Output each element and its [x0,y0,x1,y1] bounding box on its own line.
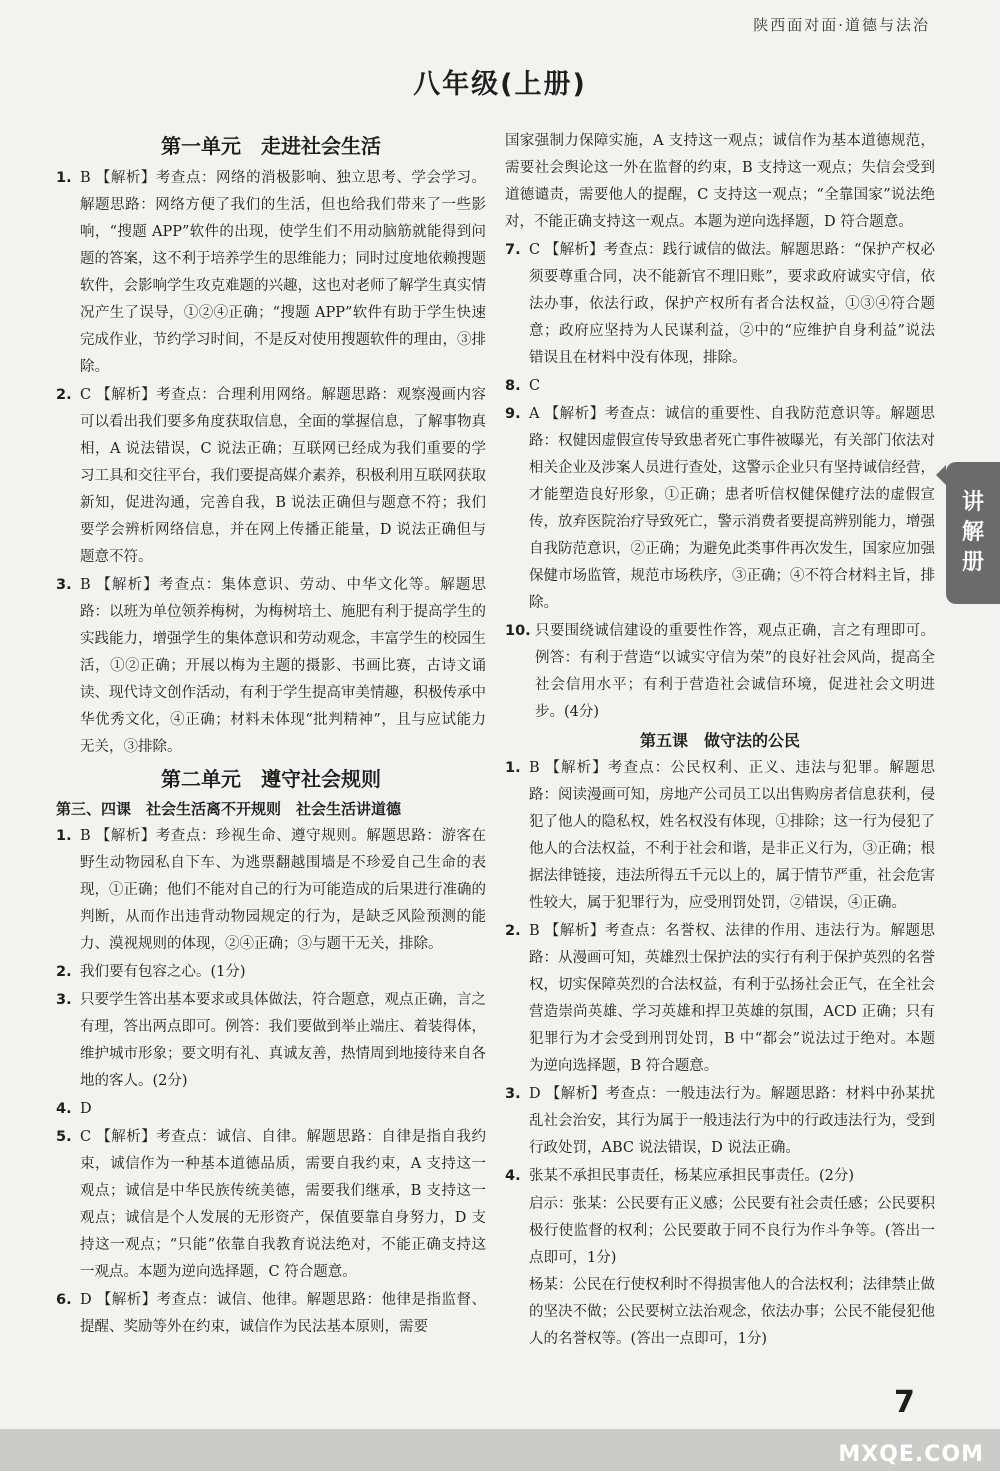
side-tab-notch [936,465,946,485]
answer-item: 9. A 【解析】考查点：诚信的重要性、自我防范意识等。解题思路：权健因虚假宣传导致患者死亡事件被曝光，有关部门依法对相关企业及涉案人员进行查处，这警示企业只有坚持诚信经营，才能塑造良好形象，①正确；患者听信权健保健疗法的虚假宣传，放弃医院治疗导致死亡，警示消费者要提高辨别能力，增强自我防范意识，②正确；为避免此类事件再次发生，国家应加强保健市场监管，规范市场秩序，③正确；④不符合材料主旨，排除。 [505,406,935,611]
answer-item: 4. D [56,1101,92,1117]
answer-item: 1. B 【解析】考查点：网络的消极影响、独立思考、学会学习。解题思路：网络方便了我们的生活，但也给我们带来了一些影响，“搜题 APP”软件的出现，使学生们不用动脑筋就能得到问题的答案，这不利于培养学生的思维能力；同时过度地依赖搜题软件，会影响学生攻克难题的兴趣，这也对老师了解学生真实情况产生了误导，①②④正确；“搜题 APP”软件有助于学生快速完成作业，节约学习时间，不是反对使用搜题软件的理由，③排除。 [56,170,486,375]
answer-subtext: 启示：张某：公民要有正义感；公民要有社会责任感；公民要积极行使监督的权利；公民要敢于同不良行为作斗争等。(答出一点即可，1分) [529,1196,935,1266]
answer-item: 2. B 【解析】考查点：名誉权、法律的作用、违法行为。解题思路：从漫画可知，英雄烈士保护法的实行有利于保护英烈的名誉权，切实保障英烈的合法权益，有利于弘扬社会正气，在全社会营造崇尚英雄、学习英雄和捍卫英雄的氛围，ACD 正确；只有犯罪行为才会受到刑罚处罚，B 中“都会”说法过于绝对。本题为逆向选择题，B 符合题意。 [505,923,935,1074]
answer-item: 2. 我们要有包容之心。(1分) [56,964,246,980]
answer-item: 3. 只要学生答出基本要求或具体做法，符合题意，观点正确，言之有理，答出两点即可。例答：我们要做到举止端庄、着装得体，维护城市形象；要文明有礼、真诚友善，热情周到地接待来自各地的客人。(2分) [56,992,486,1089]
unit-heading-1: 第一单元 走进社会生活 [161,134,381,158]
side-tab-char: 解 [961,520,984,545]
lesson-heading-5: 第五课 做守法的公民 [639,731,800,750]
answer-item: 3. B 【解析】考查点：集体意识、劳动、中华文化等。解题思路：以班为单位领养梅树，为梅树培土、施肥有利于提高学生的实践能力，增强学生的集体意识和劳动观念，丰富学生的校园生活，①②正确；开展以梅为主题的摄影、书画比赛，古诗文诵读、现代诗文创作活动，有利于学生提高审美情趣，积极传承中华优秀文化，④正确；材料未体现“批判精神”，且与应试能力无关，③排除。 [56,577,486,755]
side-tab-char: 册 [961,550,984,575]
unit-heading-2: 第二单元 遵守社会规则 [161,767,381,791]
answer-item: 5. C 【解析】考查点：诚信、自律。解题思路：自律是指自我约束，诚信作为一种基本道德品质，需要自我约束，A 支持这一观点；诚信是中华民族传统美德，需要我们继承，B 支持这一观点；诚信是个人发展的无形资产，保值要靠自身努力，D 支持这一观点；“只能”依靠自我教育说法绝对，不能正确支持这一观点。本题为逆向选择题，C 符合题意。 [56,1129,486,1280]
watermark: MXQE.COM [838,1442,984,1467]
left-column [56,128,486,1342]
answer-subtext: 杨某：公民在行使权利时不得损害他人的合法权利；法律禁止做的坚决不做；公民要树立法治观念，依法办事；公民不能侵犯他人的名誉权等。(答出一点即可，1分) [529,1277,935,1347]
page-number: 7 [894,1385,915,1420]
right-column [505,128,935,1353]
answer-item: 7. C 【解析】考查点：践行诚信的做法。解题思路：“保护产权必须要尊重合同，决不能新官不理旧账”，要求政府诚实守信，依法办事，依法行政，保护产权所有者合法权益，①③④符合题意；政府应坚持为人民谋利益，②中的“应维护自身利益”说法错误且在材料中没有体现，排除。 [505,242,935,366]
side-tab-explanation-book [946,462,1000,604]
answer-item: 6. D 【解析】考查点：诚信、他律。解题思路：他律是指监督、提醒、奖励等外在约束，诚信作为民法基本原则，需要 [56,1292,486,1335]
side-tab-char: 讲 [961,490,984,515]
running-header: 陕西面对面·道德与法治 [753,16,930,34]
lesson-heading-3-4: 第三、四课 社会生活离不开规则 社会生活讲道德 [56,800,402,818]
page-title: 八年级(上册) [413,69,587,100]
answer-item: 2. C 【解析】考查点：合理利用网络。解题思路：观察漫画内容可以看出我们要多角度获取信息，全面的掌握信息，了解事物真相，A 说法错误，C 说法正确；互联网已经成为我们重要的学习工具和交往平台，我们要提高媒介素养，积极利用互联网获取新知，促进沟通，完善自我，B 说法正确但与题意不符；我们要学会辨析网络信息，并在网上传播正能量，D 说法正确但与题意不符。 [56,387,486,565]
answer-continuation: 国家强制力保障实施，A 支持这一观点；诚信作为基本道德规范，需要社会舆论这一外在监督的约束，B 支持这一观点；失信会受到道德谴责，需要他人的提醒，C 支持这一观点；“全靠国家”说法绝对，不能正确支持这一观点。本题为逆向选择题，D 符合题意。 [505,133,935,230]
answer-item: 10. 只要围绕诚信建设的重要性作答，观点正确，言之有理即可。例答：有利于营造“以诚实守信为荣”的良好社会风尚，提高全社会信用水平；有利于营造社会诚信环境，促进社会文明进步。(4分) [505,623,935,720]
answer-item: 4. 张某不承担民事责任，杨某应承担民事责任。(2分) [505,1168,855,1184]
answer-item: 1. B 【解析】考查点：公民权利、正义、违法与犯罪。解题思路：阅读漫画可知，房地产公司员工以出售购房者信息获利，侵犯了他人的隐私权，姓名权没有体现，①排除；这一行为侵犯了他人的合法权益，不利于社会和谐，是非正义行为，③正确；根据法律链接，违法所得五千元以上的，属于情节严重，社会危害性较大，属于犯罪行为，应受刑罚处罚，②错误，④正确。 [505,760,935,911]
answer-item: 1. B 【解析】考查点：珍视生命、遵守规则。解题思路：游客在野生动物园私自下车、为逃票翻越围墙是不珍爱自己生命的表现，①正确；他们不能对自己的行为可能造成的后果进行准确的判断，从而作出违背动物园规定的行为，是缺乏风险预测的能力、漠视规则的体现，②④正确；③与题干无关，排除。 [56,828,486,952]
footer-bar [0,1429,1000,1471]
answer-item: 8. C [505,378,541,394]
answer-item: 3. D 【解析】考查点：一般违法行为。解题思路：材料中孙某扰乱社会治安，其行为属于一般违法行为中的行政违法行为，受到行政处罚，ABC 说法错误，D 说法正确。 [505,1086,935,1156]
